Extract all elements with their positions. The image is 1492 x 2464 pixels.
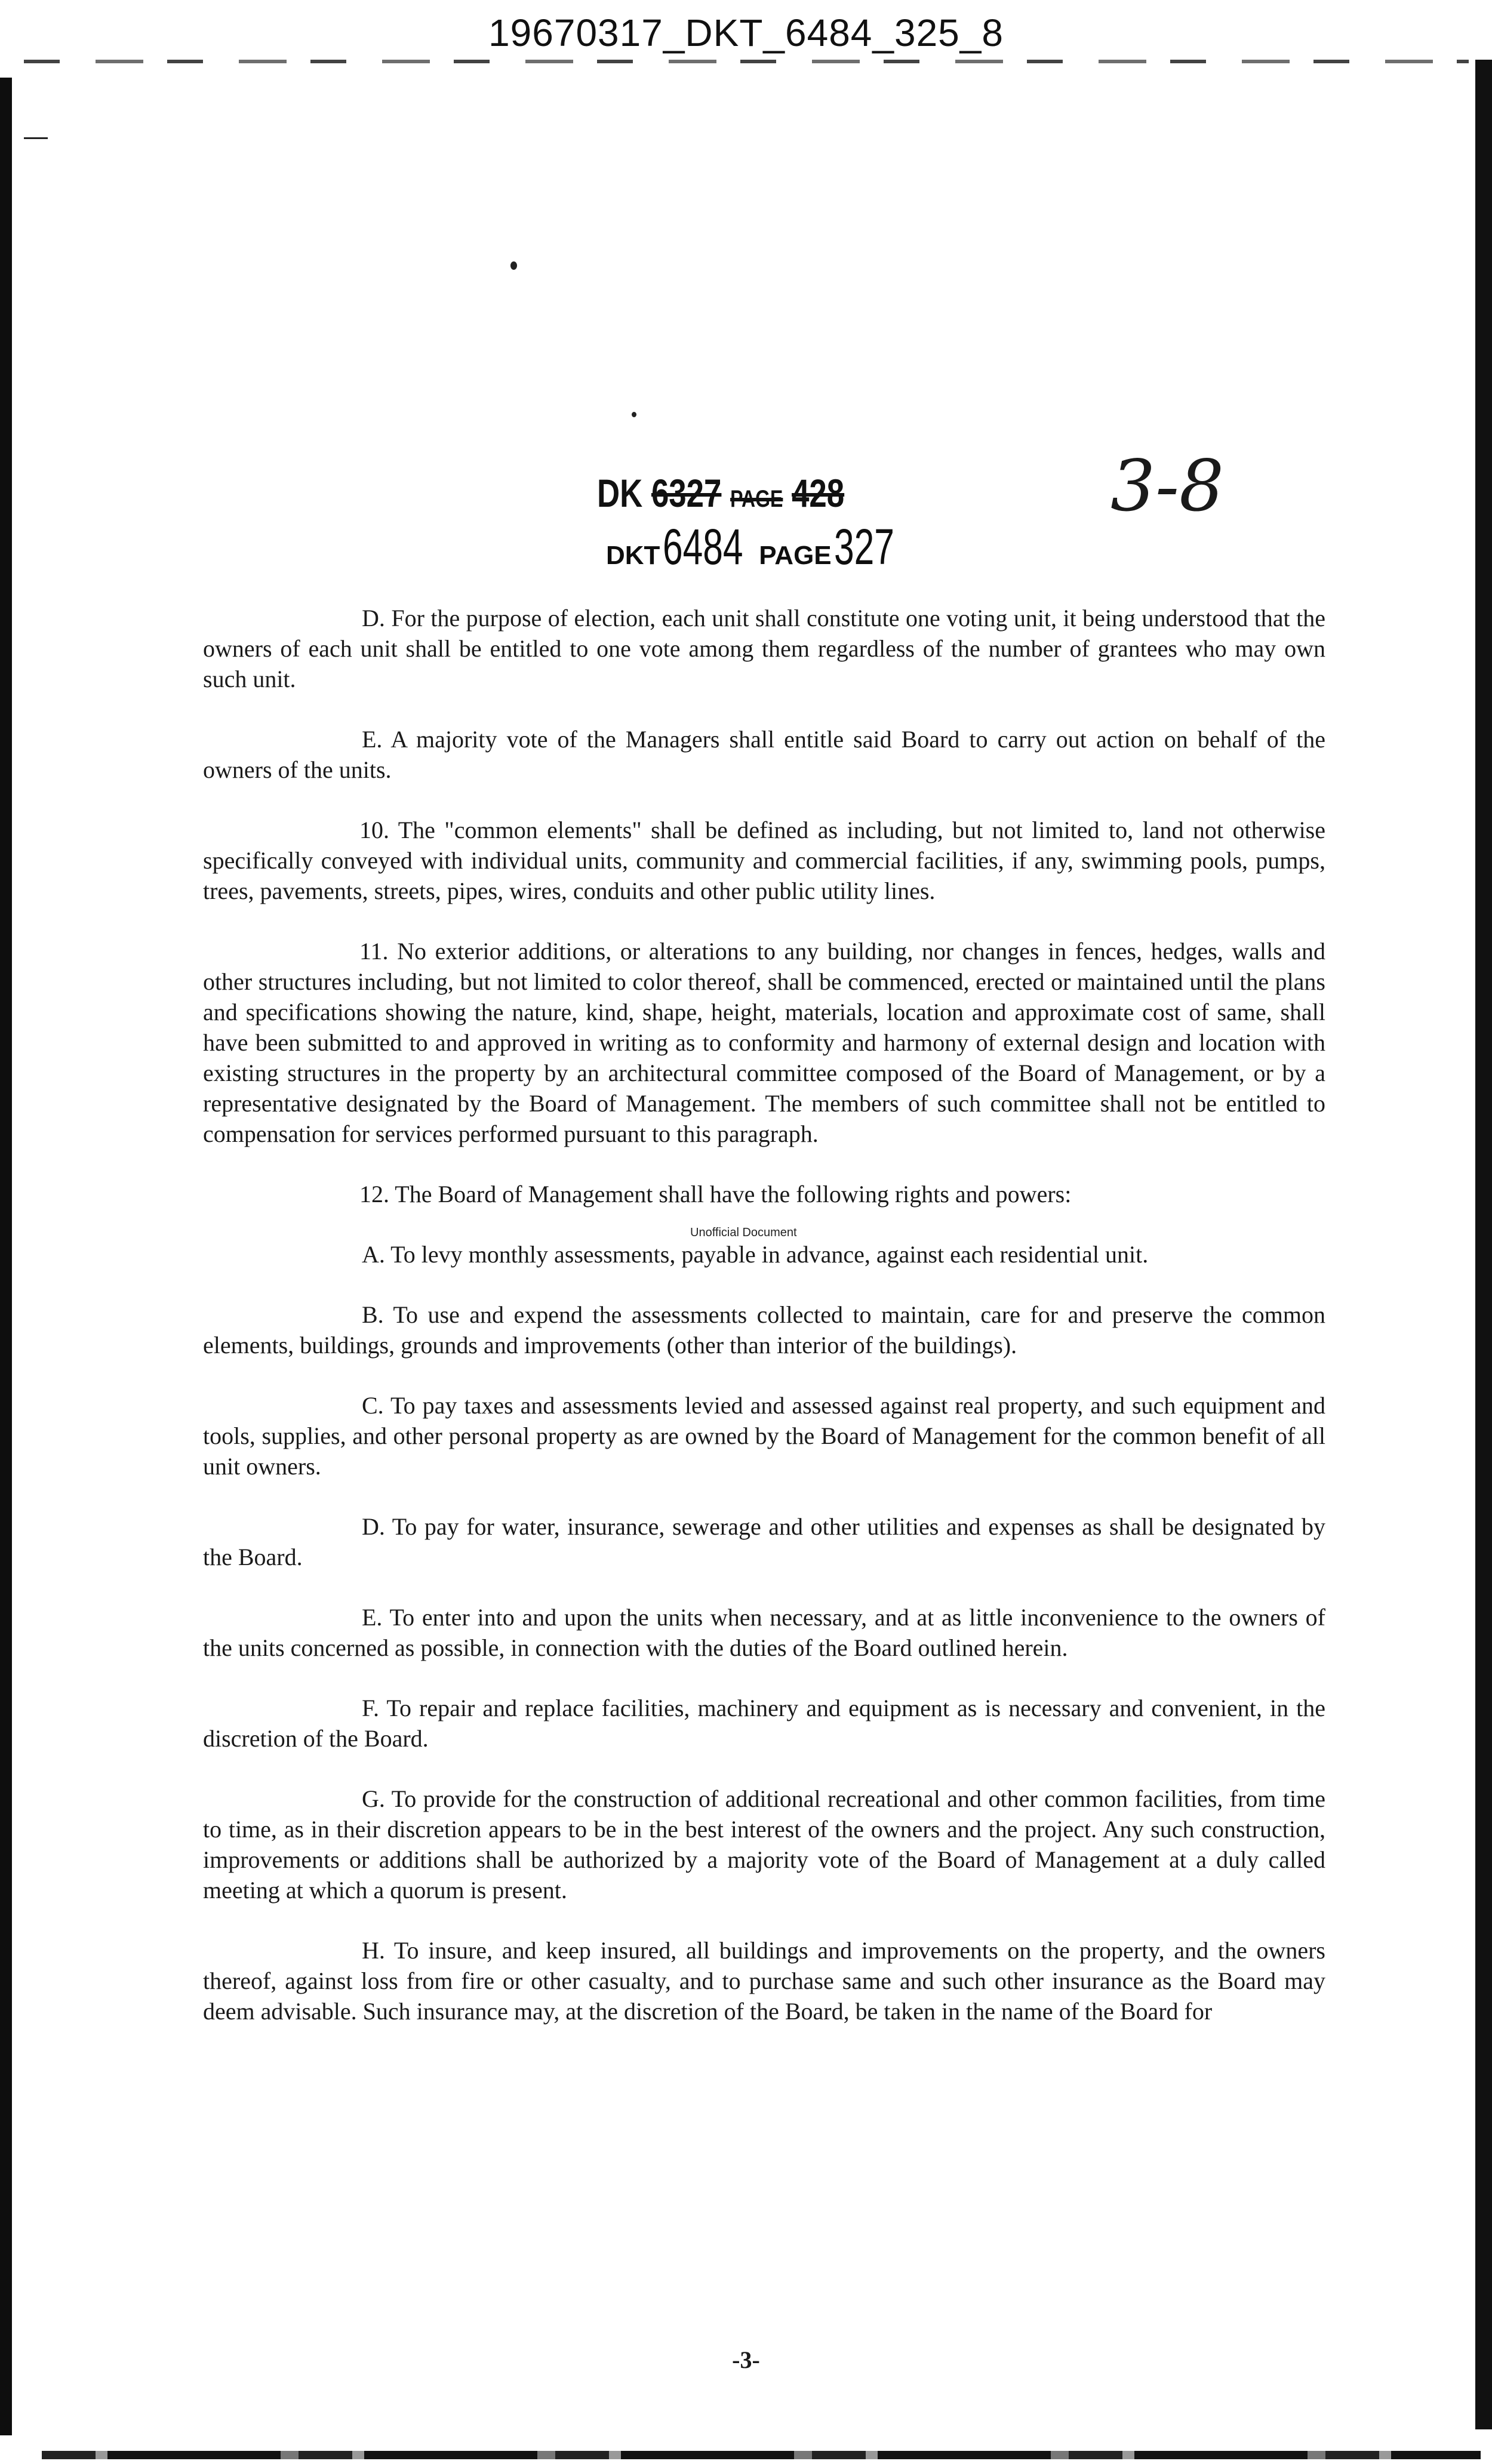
paragraph-10-common-elements: 10. The "common elements" shall be defined as including, but not limited to, land not otherwise specifically conveyed with individual units, community and commercial facilities, if any, swimming pools, pumps, trees, pavements, streets, pipes, wires, conduits and other public utility lines. xyxy=(203,817,1325,904)
paragraph-12d: D. To pay for water, insurance, sewerage and other utilities and expenses as shall be designated by the Board. xyxy=(203,1513,1325,1570)
old-docket-stamp xyxy=(597,470,844,516)
paragraph-d-election: D. For the purpose of election, each unit shall constitute one voting unit, it being understood that the owners of each unit shall be entitled to one vote among them regardless of the number of grantees who may own such unit. xyxy=(203,605,1325,692)
old-docket-page: 428 xyxy=(792,471,845,515)
page-label: PAGE xyxy=(759,541,832,570)
paragraph-12-board-powers: 12. The Board of Management shall have the following rights and powers: xyxy=(359,1181,1072,1208)
dkt-number: 6484 xyxy=(662,519,743,575)
old-docket-prefix: DK xyxy=(597,471,643,515)
scan-bottom-border xyxy=(42,2451,1481,2459)
handwritten-annotation: 3-8 xyxy=(1110,445,1225,527)
paragraph-12e: E. To enter into and upon the units when necessary, and at as little inconvenience to the owners of the units concerned as possible, in connection with the duties of the Board outlined herein. xyxy=(203,1604,1325,1661)
page-number-stamp: 327 xyxy=(834,519,895,575)
paragraph-12h: H. To insure, and keep insured, all buildings and improvements on the property, and the owners thereof, against loss from fire or other casualty, and to purchase same and such other insurance as the Board may deem advisable. Such insurance may, at the discretion of the Board, be taken in the name of the Board for xyxy=(203,1937,1325,2025)
old-docket-page-label: PAGE xyxy=(730,486,783,512)
unofficial-watermark: Unofficial Document xyxy=(690,1226,797,1239)
paragraph-12b: B. To use and expend the assessments collected to maintain, care for and preserve the common elements, buildings, grounds and improvements (other than interior of the buildings). xyxy=(203,1301,1325,1359)
paragraph-12a: A. To levy monthly assessments, payable in advance, against each residential unit. xyxy=(362,1241,1149,1268)
scan-top-border xyxy=(24,60,1469,63)
docket-page-stamp xyxy=(606,518,918,576)
document-id-header: 19670317_DKT_6484_325_8 xyxy=(488,11,1004,54)
dkt-label: DKT xyxy=(606,541,660,570)
scan-speck xyxy=(632,412,636,417)
paragraph-12g: G. To provide for the construction of additional recreational and other common facilities, from time to time, as in their discretion appears to be in the best interest of the owners and the project. Any such construction, improvements or additions shall be authorized by a majority vote of the Board of Management at a duly called meeting at which a quorum is present. xyxy=(203,1785,1325,1904)
paragraph-12c: C. To pay taxes and assessments levied and assessed against real property, and such equipment and tools, supplies, and other personal property as are owned by the Board of Management for the common benefit of all unit owners. xyxy=(203,1392,1325,1480)
scan-speck xyxy=(510,261,517,270)
old-docket-number: 6327 xyxy=(651,471,722,515)
document-body xyxy=(203,603,1325,2056)
scan-speck xyxy=(24,137,48,139)
paragraph-11-exterior-additions: 11. No exterior additions, or alterations to any building, nor changes in fences, hedges, walls and other structures including, but not limited to color thereof, shall be commenced, erected or maintained until the plans and specifications showing the nature, kind, shape, height, materials, location and approximate cost of same, shall have been submitted to and approved in writing as to conformity and harmony of external design and location with existing structures in the property by an architectural committee composed of the Board of Management, or by a representative designated by the Board of Management. The members of such committee shall not be entitled to compensation for services performed pursuant to this paragraph. xyxy=(203,938,1325,1147)
paragraph-12f: F. To repair and replace facilities, machinery and equipment as is necessary and convenient, in the discretion of the Board. xyxy=(203,1695,1325,1752)
scan-right-border xyxy=(1475,60,1492,2429)
paragraph-e-majority: E. A majority vote of the Managers shall entitle said Board to carry out action on behalf of the owners of the units. xyxy=(203,726,1325,783)
scan-left-border xyxy=(0,78,12,2435)
page-number: -3- xyxy=(732,2346,760,2373)
